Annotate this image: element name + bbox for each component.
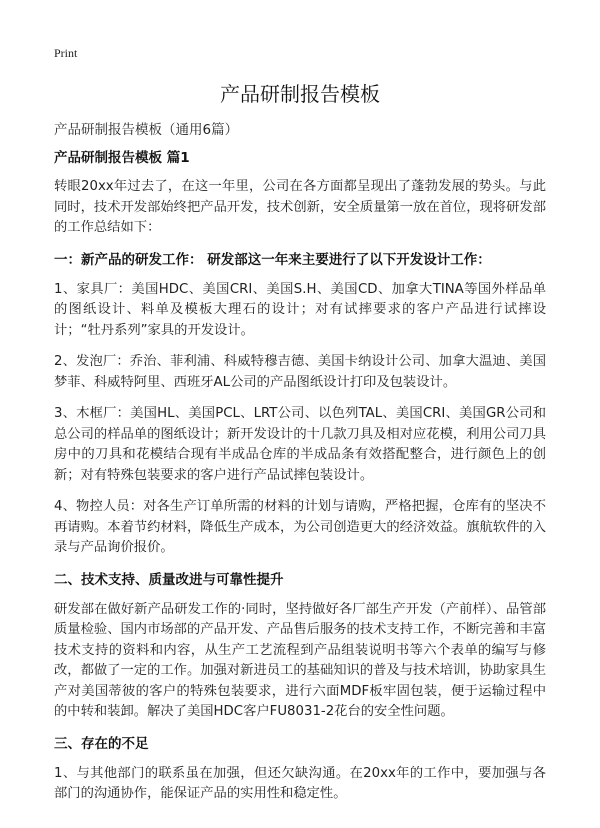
paragraph: 1、与其他部门的联系虽在加强，但还欠缺沟通。在20xx年的工作中，要加强与各部门的沟通协作，能保证产品的实用性和稳定性。 <box>54 765 546 801</box>
intro-paragraph: 转眼20xx年过去了，在这一年里，公司在各方面都呈现出了蓬勃发展的势头。与此同时，技术开发部始终把产品开发，技术创新，安全质量第一放在首位，现将研发部的工作总结如下： <box>54 179 546 235</box>
paragraph: 3、木框厂：美国HL、美国PCL、LRT公司、以色列TAL、美国CRI、美国GR公司和总公司的样品单的图纸设计；新开发设计的十几款刀具及相对应花模，利用公司刀具房中的刀具和花模结合现有半成品仓库的半成品条有效搭配整合，进行颜色上的创新；对有特殊包装要求的客户进行产品试摔包装设计。 <box>54 406 546 483</box>
article-heading: 产品研制报告模板 篇1 <box>54 150 190 166</box>
paragraph: 研发部在做好新产品研发工作的·同时，坚持做好各厂部生产开发（产前样）、品管部质量检验、国内市场部的产品开发、产品售后服务的技术支持工作，不断完善和丰富技术支持的资料和内容，从生产工艺流程到产品组装说明书等六个表单的编写与修改，都做了一定的工作。加强对新进员工的基础知识的普及与技术培训，协助家具生产对美国蒂彼的客户的特殊包装要求，进行六面MDF板牢固包装，便于运输过程中的中转和装卸。解决了美国HDC客户FU8031-2花台的安全性问题。 <box>54 601 546 719</box>
article-body <box>54 148 546 816</box>
paragraph: 2、发泡厂：乔治、菲利浦、科威特穆吉德、美国卡纳设计公司、加拿大温迪、美国梦菲、科威特阿里、西班牙AL公司的产品图纸设计打印及包装设计。 <box>54 354 546 390</box>
section-heading: 二、技术支持、质量改进与可靠性提升 <box>54 571 284 588</box>
section-shortcomings <box>54 734 546 805</box>
section-new-products <box>54 250 546 559</box>
section-heading: 一：新产品的研发工作： 研发部这一年来主要进行了以下开发设计工作： <box>54 251 491 268</box>
paragraph: 4、物控人员：对各生产订单所需的材料的计划与请购，严格把握，仓库有的坚决不再请购。本着节约材料，降低生产成本，为公司创造更大的经济效益。旗航软件的入录与产品询价报价。 <box>54 499 546 555</box>
section-heading: 三、存在的不足 <box>54 735 149 752</box>
paragraph: 1、家具厂：美国HDC、美国CRI、美国S.H、美国CD、加拿大TINA等国外样品单的图纸设计、料单及模板大理石的设计；对有试摔要求的客户产品进行试摔设计；“牡丹系列”家具的开发设计。 <box>54 281 546 338</box>
document-subtitle: 产品研制报告模板（通用6篇） <box>54 122 239 138</box>
document-title: 产品研制报告模板 <box>220 82 380 106</box>
print-label: Print <box>54 46 78 60</box>
section-tech-support <box>54 570 546 723</box>
